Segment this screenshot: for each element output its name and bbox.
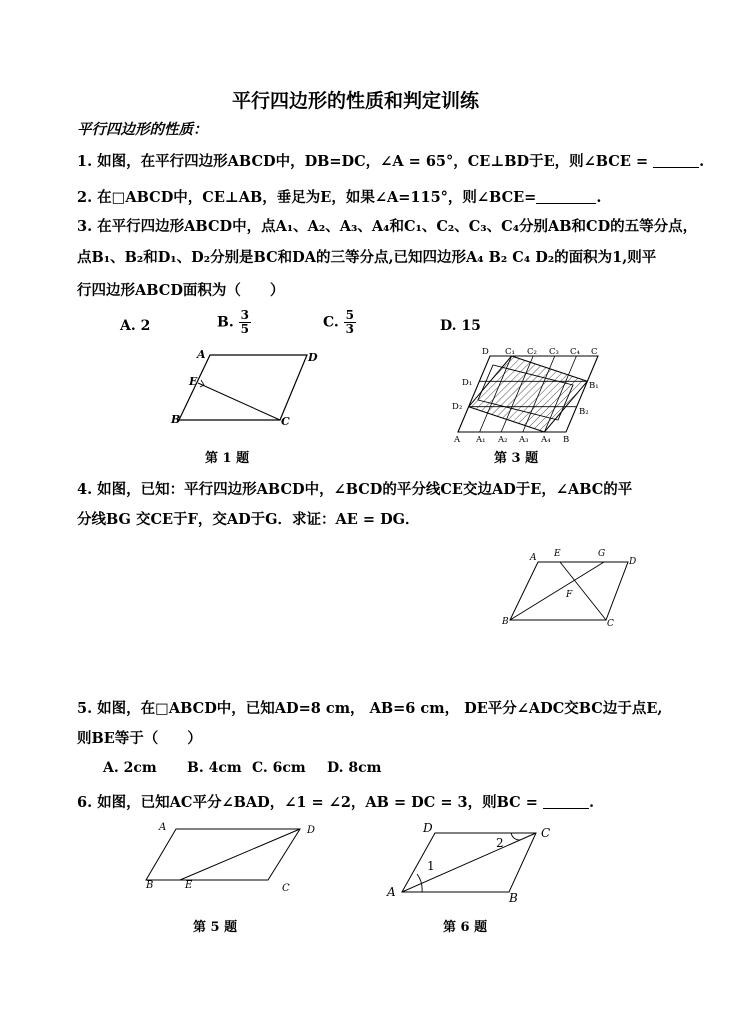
answer-blank — [653, 153, 699, 168]
question-1-end: . — [699, 153, 705, 170]
figure-5-caption: 第 5 题 — [193, 920, 238, 935]
q3-option-d: D. 15 — [440, 318, 481, 334]
q3-option-c-label: C. — [323, 314, 339, 331]
label-a2: A₂ — [498, 435, 508, 445]
q3-option-b — [217, 309, 251, 336]
label-angle-2: 2 — [496, 836, 504, 850]
question-3-line-2: 点B₁、B₂和D₁、D₂分别是BC和DA的三等分点,已知四边形A₄ B₂ C₄ D₂的面积为1,则平 — [77, 249, 657, 266]
label-a: A — [530, 553, 537, 563]
question-6 — [77, 791, 594, 812]
q5-option-d: D. 8cm — [327, 760, 382, 776]
label-a3: A₃ — [519, 435, 529, 445]
diagonal-ac — [402, 833, 536, 892]
question-1 — [77, 150, 704, 171]
label-d: D — [308, 351, 318, 364]
figure-6 — [383, 818, 563, 908]
question-2-end: . — [596, 189, 602, 206]
denominator: 5 — [240, 322, 249, 336]
numerator: 3 — [240, 308, 249, 322]
question-1-text: 1. 如图，在平行四边形ABCD中，DB=DC，∠A = 65°，CE⊥BD于E，则∠BCE = — [77, 153, 654, 170]
segment-de — [180, 829, 300, 880]
question-5-line-1: 5. 如图，在□ABCD中，已知AD=8 cm， AB=6 cm， DE平分∠ADC交BC边于点E, — [77, 700, 663, 717]
question-2-text: 2. 在□ABCD中，CE⊥AB，垂足为E，如果∠A=115°，则∠BCE= — [77, 189, 537, 206]
figure-5 — [140, 815, 340, 895]
label-e: E — [189, 375, 198, 388]
question-5-line-2: 则BE等于（ ） — [77, 730, 202, 747]
fig5-labels — [145, 822, 315, 894]
figure-1-caption: 第 1 题 — [205, 451, 250, 466]
label-c2: C₂ — [527, 347, 537, 357]
label-b: B — [563, 435, 570, 445]
fraction — [239, 309, 251, 336]
label-e: E — [554, 549, 561, 559]
angle-mark-1 — [417, 874, 422, 892]
segment-ce — [198, 383, 280, 420]
parallelogram-abcd — [146, 829, 300, 880]
label-e: E — [185, 880, 193, 891]
label-angle-1: 1 — [427, 859, 435, 873]
figure-1 — [165, 345, 335, 435]
label-d: D — [629, 557, 637, 567]
question-4-line-2: 分线BG 交CE于F，交AD于G．求证：AE = DG． — [77, 511, 420, 528]
q5-option-a: A. 2cm — [103, 760, 157, 776]
parallelogram-abcd — [179, 355, 307, 420]
question-2 — [77, 186, 601, 207]
label-d2: D₂ — [452, 402, 463, 412]
label-d: D — [307, 825, 316, 836]
label-b: B — [509, 891, 518, 905]
q3-option-b-label: B. — [217, 314, 234, 331]
label-c: C — [591, 347, 598, 357]
label-c: C — [282, 883, 290, 894]
label-c: C — [541, 826, 551, 840]
fig4-labels — [501, 549, 636, 629]
label-c: C — [607, 619, 614, 629]
label-c1: C₁ — [505, 347, 515, 357]
figure-3 — [448, 345, 608, 445]
label-a: A — [454, 435, 461, 445]
bottom-labels — [453, 435, 569, 445]
label-b2: B₂ — [579, 407, 589, 417]
label-d1: D₁ — [462, 378, 473, 388]
q5-option-b: B. 4cm — [187, 760, 242, 776]
question-3-line-1: 3. 在平行四边形ABCD中，点A₁、A₂、A₃、A₄和C₁、C₂、C₃、C₄分别AB和CD的五等分点， — [77, 218, 698, 235]
label-c: C — [281, 415, 290, 428]
section-heading: 平行四边形的性质： — [77, 121, 208, 138]
angle-mark-2 — [511, 833, 520, 840]
fraction — [344, 309, 356, 336]
label-b: B — [502, 617, 509, 627]
label-a1: A₁ — [476, 435, 486, 445]
label-a: A — [197, 348, 206, 361]
numerator: 5 — [345, 308, 355, 322]
answer-blank — [543, 794, 589, 809]
label-a: A — [159, 822, 167, 833]
label-c3: C₃ — [549, 347, 559, 357]
question-3-line-3: 行四边形ABCD面积为（ ） — [77, 282, 285, 299]
denominator: 3 — [345, 322, 355, 336]
q3-option-c — [323, 309, 356, 336]
label-a4: A₄ — [541, 435, 551, 445]
label-d: D — [423, 821, 433, 835]
figure-3-caption: 第 3 题 — [494, 451, 539, 466]
label-b: B — [146, 880, 154, 891]
page-title: 平行四边形的性质和判定训练 — [232, 90, 480, 112]
label-g: G — [598, 549, 606, 559]
q3-option-a: A. 2 — [120, 318, 151, 334]
label-c4: C₄ — [570, 347, 580, 357]
figure-6-caption: 第 6 题 — [443, 920, 488, 935]
q5-option-c: C. 6cm — [252, 760, 306, 776]
label-b1: B₁ — [589, 381, 599, 391]
label-a: A — [387, 885, 396, 899]
question-6-end: . — [588, 794, 595, 811]
label-b: B — [171, 413, 181, 426]
answer-blank — [536, 189, 596, 204]
label-f: F — [566, 590, 573, 600]
figure-4 — [498, 542, 648, 632]
label-d: D — [482, 347, 489, 357]
question-4-line-1: 4. 如图，已知：平行四边形ABCD中，∠BCD的平分线CE交边AD于E，∠ABC的平 — [77, 481, 633, 498]
question-6-text: 6. 如图，已知AC平分∠BAD，∠1 = ∠2，AB = DC = 3，则BC = — [77, 794, 543, 811]
